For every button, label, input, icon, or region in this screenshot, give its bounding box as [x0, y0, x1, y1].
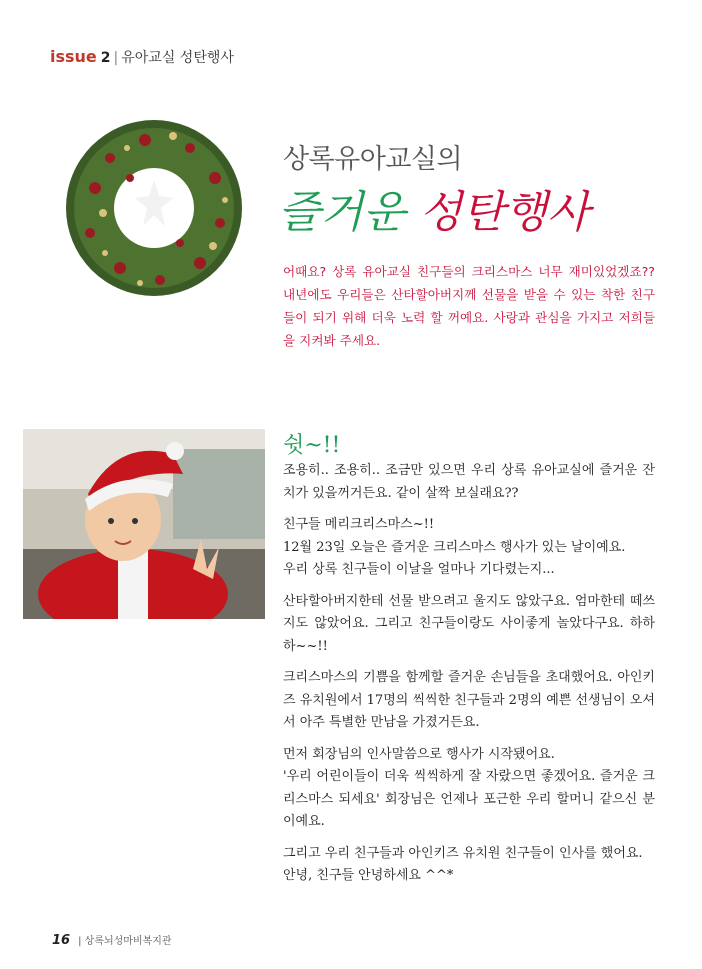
page-title: [278, 176, 590, 240]
title-part2: 성탄행사: [419, 187, 590, 238]
paragraph-1: 조용히.. 조용히.. 조금만 있으면 우리 상록 유아교실에 즐거운 잔치가 있을꺼거든요. 같이 살짝 보실래요??: [283, 463, 655, 501]
paragraph-6: 그리고 우리 친구들과 아인키즈 유치원 친구들이 인사를 했어요. 안녕, 친구들 안녕하세요 ^^*: [283, 845, 643, 883]
organization-name: 상록뇌성마비복지관: [84, 936, 172, 947]
paragraph-3: 산타할아버지한테 선물 받으려고 울지도 않았구요. 엄마한테 떼쓰지도 않았어요. 그리고 친구들이랑도 사이좋게 놀았다구요. 하하하~~!!: [283, 593, 655, 654]
paragraph-4: 크리스마스의 기쁨을 함께할 즐거운 손님들을 초대했어요. 아인키즈 유치원에서 17명의 씩씩한 친구들과 2명의 예쁜 선생님이 오셔서 아주 특별한 만남을 가졌거든요.: [283, 670, 655, 730]
christmas-wreath-image: [55, 118, 253, 298]
section-title: 쉿~!!: [283, 433, 341, 458]
article-body: [283, 460, 655, 897]
title-part1: 즐거운: [278, 187, 406, 238]
intro-paragraph: 어때요? 상록 유아교실 친구들의 크리스마스 너무 재미있었겠죠?? 내년에도 우리들은 산타할아버지께 선물을 받을 수 있는 착한 친구들이 되기 위해 더욱 노력 할 꺼예요. 사랑과 관심을 가지고 저희들을 지켜봐 주세요.: [283, 264, 655, 348]
issue-number: 2: [100, 50, 111, 66]
section-label: 유아교실 성탄행사: [121, 50, 234, 66]
footer-separator: |: [78, 936, 82, 947]
paragraph-5: 먼저 회장님의 인사말씀으로 행사가 시작됐어요. '우리 어린이들이 더욱 씩씩하게 잘 자랐으면 좋겠어요. 즐거운 크리스마스 되세요' 회장님은 언제나 포근한 우리 할머니 같으신 분이예요.: [283, 746, 655, 829]
page-header: [50, 47, 234, 67]
page-footer: [52, 932, 172, 948]
page-number: 16: [52, 933, 71, 948]
header-separator: |: [113, 50, 119, 66]
paragraph-2: 친구들 메리크리스마스~!! 12월 23일 오늘은 즐거운 크리스마스 행사가 있는 날이예요. 우리 상록 친구들이 이날을 얼마나 기다렸는지...: [283, 517, 626, 577]
issue-label: issue: [50, 47, 97, 66]
subtitle: 상록유아교실의: [283, 144, 463, 175]
child-santa-photo: [23, 429, 265, 619]
